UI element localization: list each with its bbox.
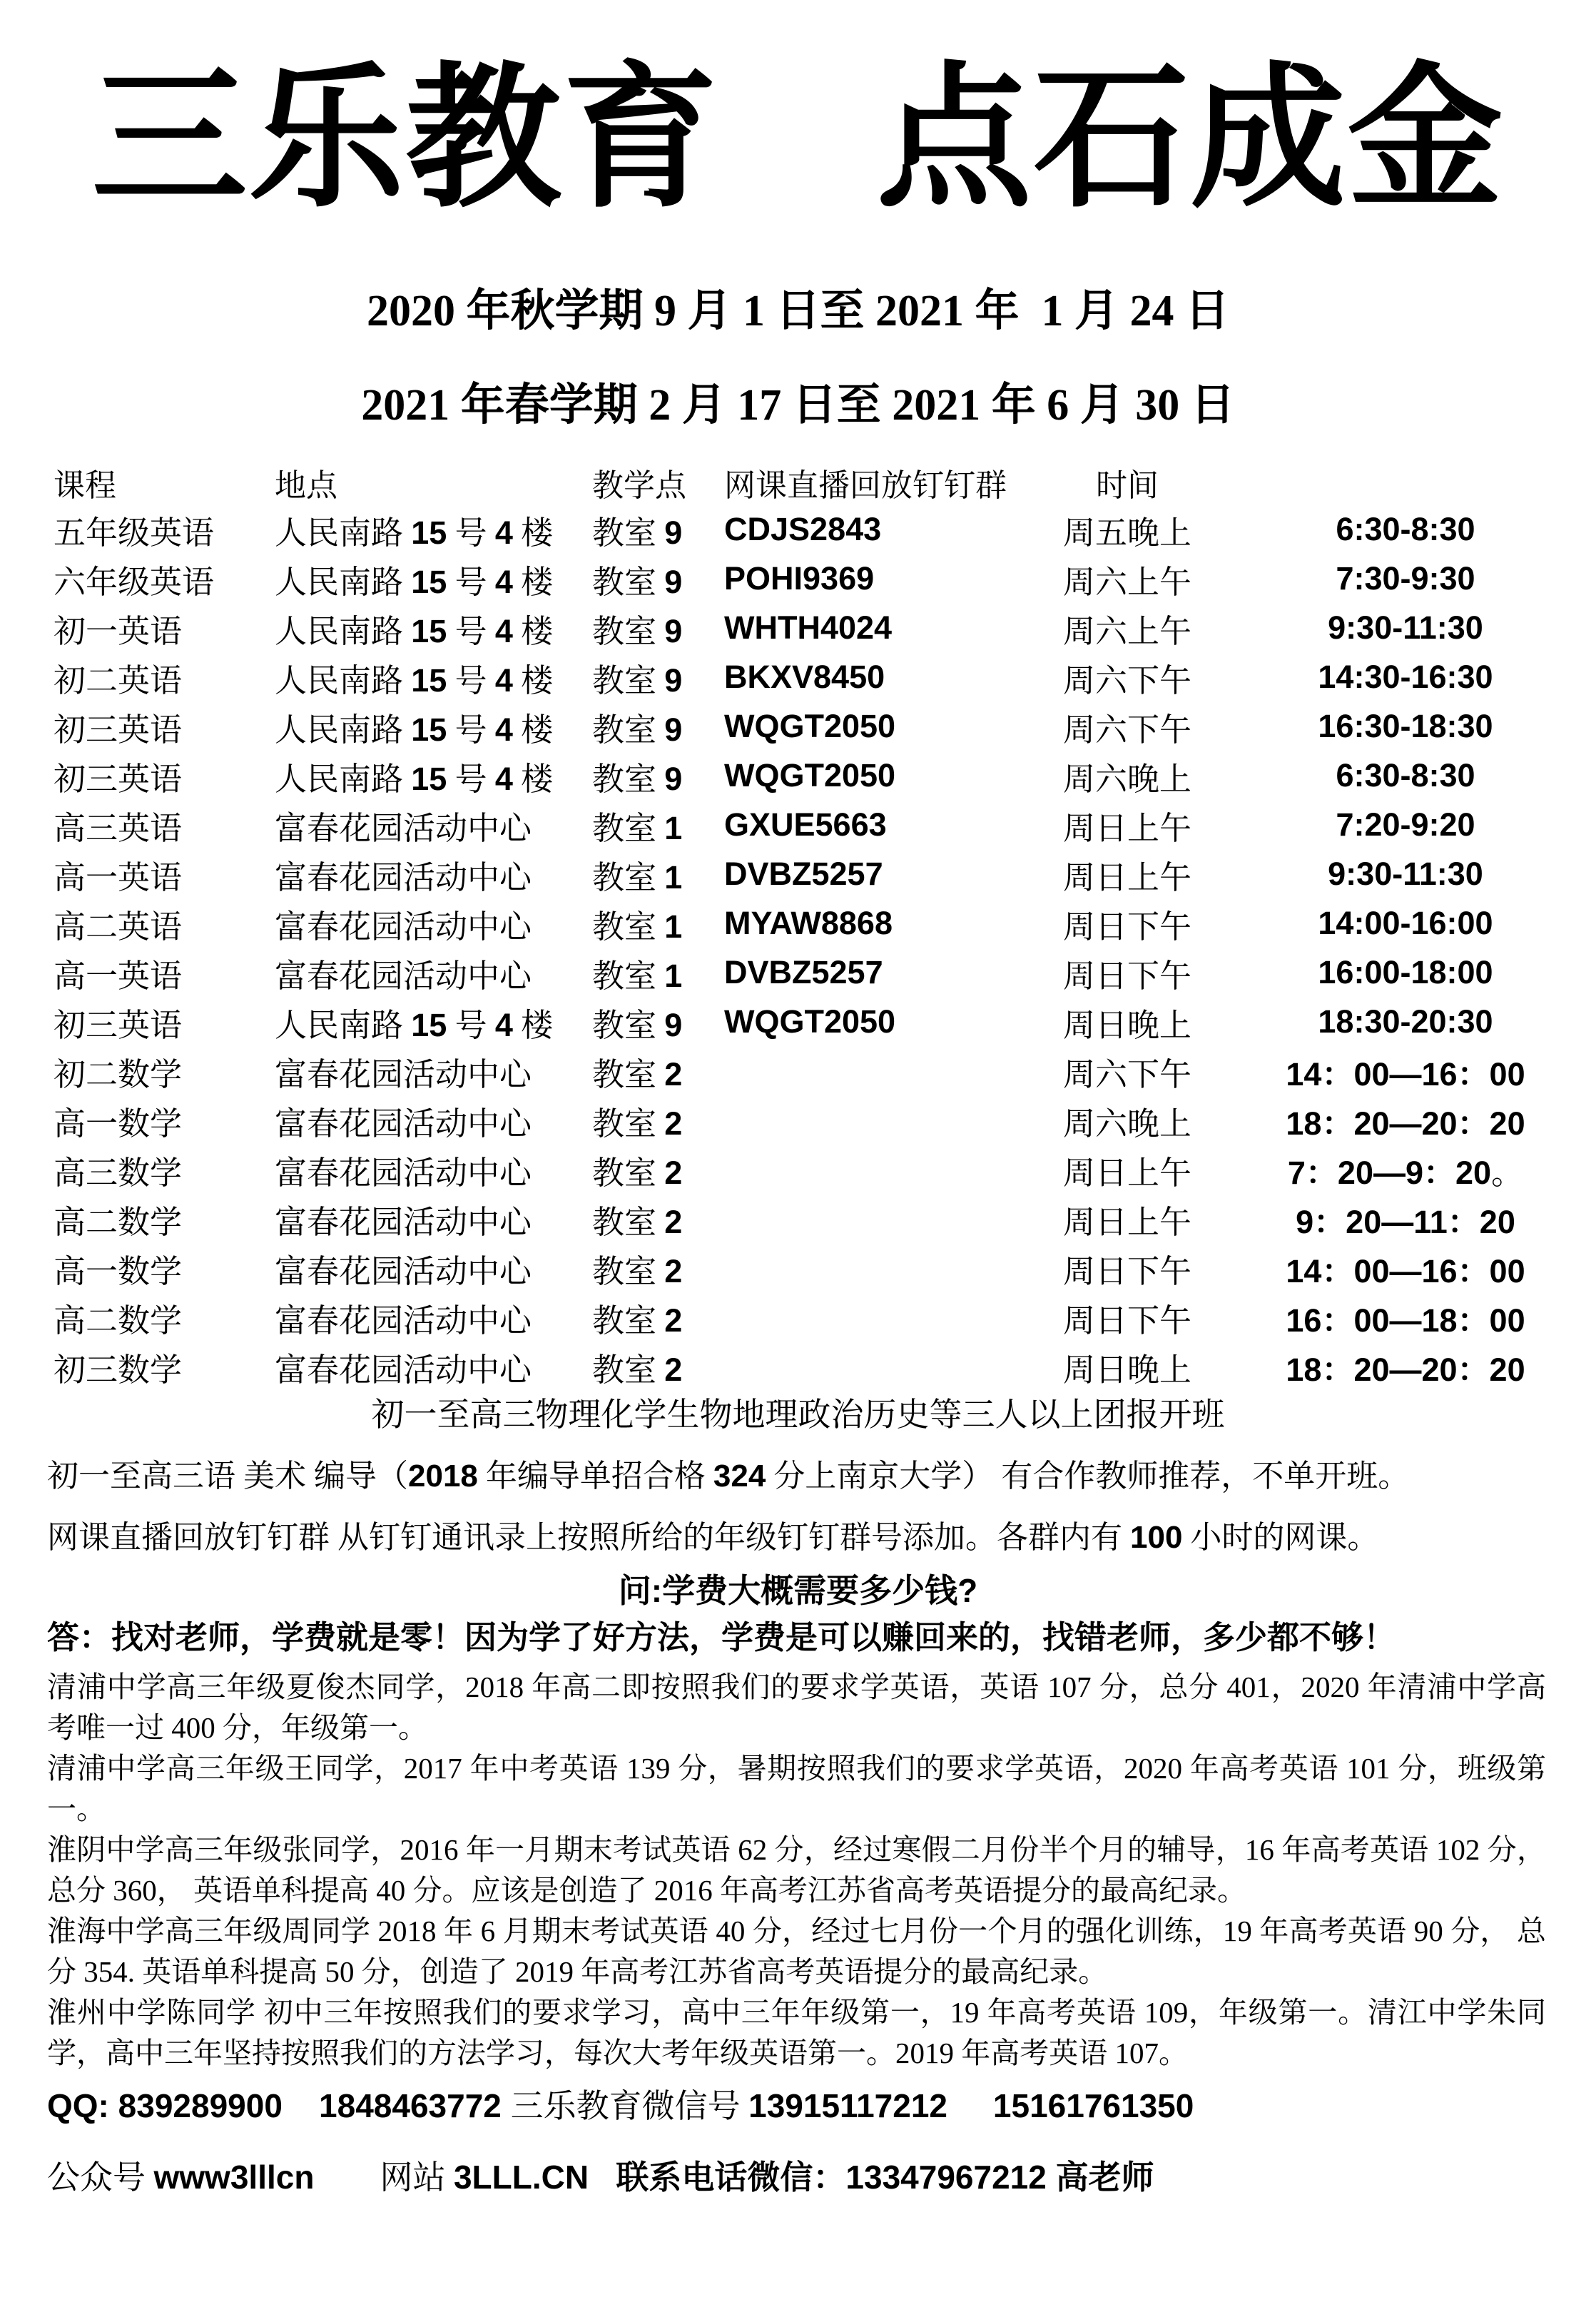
cell-course: 高一英语 xyxy=(54,859,183,896)
cell-location: 富春花园活动中心 xyxy=(275,1105,532,1142)
cell-course: 高二数学 xyxy=(54,1302,183,1339)
cell-day: 周日上午 xyxy=(1062,859,1191,896)
cell-course: 五年级英语 xyxy=(54,514,215,551)
cell-location: 富春花园活动中心 xyxy=(275,908,532,945)
cell-time: 7:20-9:20 xyxy=(1336,806,1475,843)
cell-day: 周日下午 xyxy=(1062,908,1191,945)
cell-classroom: 教室 2 xyxy=(592,1252,683,1289)
cell-classroom: 教室 9 xyxy=(592,711,683,748)
cell-classroom: 教室 9 xyxy=(592,1006,683,1043)
cell-classroom: 教室 9 xyxy=(592,563,683,600)
cell-classroom: 教室 2 xyxy=(592,1105,683,1142)
cell-location: 富春花园活动中心 xyxy=(275,1352,532,1388)
cell-time: 16:30-18:30 xyxy=(1318,708,1493,745)
cell-time: 18:30-20:30 xyxy=(1318,1003,1493,1040)
cell-day: 周日上午 xyxy=(1062,810,1191,846)
cell-location: 人民南路 15 号 4 楼 xyxy=(275,1006,554,1043)
cell-course: 高一数学 xyxy=(54,1105,183,1142)
testimonial-paragraph: 清浦中学高三年级夏俊杰同学，2018 年高二即按照我们的要求学英语，英语 107 分，总分 401，2020 年清浦中学高考唯一过 400 分，年级第一。 xyxy=(47,1670,1546,1745)
cell-location: 富春花园活动中心 xyxy=(275,810,532,846)
cell-course: 高二数学 xyxy=(54,1204,183,1240)
cell-course: 初三数学 xyxy=(54,1352,183,1388)
cell-course: 高二英语 xyxy=(54,908,183,945)
cell-day: 周五晚上 xyxy=(1062,514,1191,551)
schedule-row xyxy=(54,998,1596,1047)
cell-day: 周六晚上 xyxy=(1062,1105,1191,1142)
schedule-row xyxy=(54,801,1596,850)
cell-time: 6:30-8:30 xyxy=(1336,511,1475,548)
cell-dingtalk-group: GXUE5663 xyxy=(724,806,887,843)
cell-time: 7:30-9:30 xyxy=(1336,560,1475,597)
cell-classroom: 教室 1 xyxy=(592,858,683,896)
schedule-row xyxy=(54,1244,1596,1293)
cell-location: 人民南路 15 号 4 楼 xyxy=(275,612,554,649)
cell-day: 周六下午 xyxy=(1062,662,1191,699)
cell-classroom: 教室 9 xyxy=(592,514,683,551)
col-header-dingtalk-group: 网课直播回放钉钉群 xyxy=(724,467,1007,503)
schedule-row xyxy=(54,505,1596,554)
schedule-row xyxy=(54,1096,1596,1145)
cell-classroom: 教室 2 xyxy=(592,1154,683,1191)
cell-classroom: 教室 9 xyxy=(592,661,683,699)
cell-time: 7：20—9：20。 xyxy=(1287,1154,1524,1191)
cell-time: 6:30-8:30 xyxy=(1336,757,1475,794)
cell-time: 9：20—11：20 xyxy=(1296,1203,1515,1240)
cell-time: 16：00—18：00 xyxy=(1286,1302,1525,1339)
cell-course: 初三英语 xyxy=(54,711,183,748)
cell-course: 初二英语 xyxy=(54,662,183,699)
schedule-table xyxy=(54,460,1596,1391)
cell-classroom: 教室 2 xyxy=(592,1203,683,1240)
cell-time: 14：00—16：00 xyxy=(1286,1055,1525,1092)
testimonial-paragraph: 清浦中学高三年级王同学，2017 年中考英语 139 分，暑期按照我们的要求学英语，2020 年高考英语 101 分，班级第一。 xyxy=(47,1752,1546,1826)
cell-course: 高一数学 xyxy=(54,1253,183,1289)
fall-semester-dates: 2020 年秋学期 9 月 1 日至 2021 年 1 月 24 日 xyxy=(366,287,1229,336)
cell-course: 六年级英语 xyxy=(54,564,215,600)
cell-course: 高三数学 xyxy=(54,1155,183,1191)
testimonial-paragraph: 淮海中学高三年级周同学 2018 年 6 月期末考试英语 40 分，经过七月份一个月的强化训练，19 年高考英语 90 分， 总分 354. 英语单科提高 50 分，创造了 2019 年高考江苏省高考英语提分的最高纪录。 xyxy=(47,1915,1546,1989)
schedule-row xyxy=(54,1293,1596,1342)
cell-day: 周六上午 xyxy=(1062,613,1191,649)
cell-day: 周日晚上 xyxy=(1062,1007,1191,1043)
cell-classroom: 教室 9 xyxy=(592,760,683,797)
schedule-row xyxy=(54,554,1596,604)
cell-day: 周六下午 xyxy=(1062,711,1191,748)
cell-location: 富春花园活动中心 xyxy=(275,1155,532,1191)
schedule-row xyxy=(54,1195,1596,1244)
schedule-row xyxy=(54,899,1596,948)
cell-day: 周六下午 xyxy=(1062,1056,1191,1092)
cell-dingtalk-group: WHTH4024 xyxy=(724,609,893,646)
cell-time: 14：00—16：00 xyxy=(1286,1252,1525,1289)
cell-location: 人民南路 15 号 4 楼 xyxy=(275,760,554,797)
cell-classroom: 教室 2 xyxy=(592,1351,683,1388)
qq-wechat-contact-line: QQ: 839289900 1848463772 三乐教育微信号 13915117212 15161761350 xyxy=(47,2087,1194,2125)
cell-course: 初二数学 xyxy=(54,1056,183,1092)
cell-dingtalk-group: MYAW8868 xyxy=(724,905,893,942)
schedule-row xyxy=(54,1342,1596,1391)
cell-time: 14:00-16:00 xyxy=(1318,905,1493,942)
cell-dingtalk-group: CDJS2843 xyxy=(724,511,882,548)
testimonial-paragraph: 淮阴中学高三年级张同学，2016 年一月期末考试英语 62 分，经过寒假二月份半个月的辅导，16 年高考英语 102 分，总分 360， 英语单科提高 40 分。应该是创造了 2016 年高考江苏省高考英语提分的最高纪录。 xyxy=(47,1833,1546,1907)
cell-course: 高一英语 xyxy=(54,958,183,994)
cell-location: 人民南路 15 号 4 楼 xyxy=(275,563,554,600)
cell-day: 周日上午 xyxy=(1062,1204,1191,1240)
cell-classroom: 教室 2 xyxy=(592,1055,683,1092)
cell-classroom: 教室 1 xyxy=(592,809,683,846)
cell-location: 富春花园活动中心 xyxy=(275,1302,532,1339)
cell-day: 周日下午 xyxy=(1062,958,1191,994)
cell-location: 富春花园活动中心 xyxy=(275,1204,532,1240)
schedule-row xyxy=(54,948,1596,998)
schedule-header-row xyxy=(54,460,1596,505)
col-header-classroom: 教学点 xyxy=(592,467,686,503)
cell-dingtalk-group: WQGT2050 xyxy=(724,708,896,745)
cell-classroom: 教室 1 xyxy=(592,957,683,994)
footer-contact-line: 公众号 www3lllcn 网站 3LLL.CN 联系电话微信：13347967212 高老师 xyxy=(47,2158,1154,2196)
schedule-row xyxy=(54,604,1596,653)
schedule-row xyxy=(54,702,1596,751)
schedule-row xyxy=(54,653,1596,702)
spring-semester-dates: 2021 年春学期 2 月 17 日至 2021 年 6 月 30 日 xyxy=(361,380,1235,430)
cell-dingtalk-group: BKXV8450 xyxy=(724,659,885,696)
cell-time: 9:30-11:30 xyxy=(1328,609,1483,646)
cell-dingtalk-group: DVBZ5257 xyxy=(724,856,883,893)
cell-classroom: 教室 2 xyxy=(592,1302,683,1339)
col-header-location: 地点 xyxy=(275,467,337,503)
col-header-course: 课程 xyxy=(54,467,116,503)
group-enrollment-note: 初一至高三物理化学生物地理政治历史等三人以上团报开班 xyxy=(371,1396,1225,1433)
cell-day: 周日下午 xyxy=(1062,1253,1191,1289)
schedule-row xyxy=(54,751,1596,801)
cell-day: 周日晚上 xyxy=(1062,1352,1191,1388)
cell-dingtalk-group: WQGT2050 xyxy=(724,757,896,794)
cell-time: 18：20—20：20 xyxy=(1286,1351,1525,1388)
cell-classroom: 教室 9 xyxy=(592,612,683,649)
testimonials-section xyxy=(47,1667,1546,2074)
cell-location: 富春花园活动中心 xyxy=(275,958,532,994)
cell-time: 18：20—20：20 xyxy=(1286,1105,1525,1142)
cell-location: 人民南路 15 号 4 楼 xyxy=(275,661,554,699)
col-header-time: 时间 xyxy=(1096,467,1159,503)
cell-course: 初三英语 xyxy=(54,761,183,797)
cell-day: 周日上午 xyxy=(1062,1155,1191,1191)
cell-day: 周六晚上 xyxy=(1062,761,1191,797)
cell-time: 14:30-16:30 xyxy=(1318,659,1493,696)
testimonial-paragraph: 淮州中学陈同学 初中三年按照我们的要求学习，高中三年年级第一，19 年高考英语 109，年级第一。清江中学朱同学，高中三年坚持按照我们的方法学习，每次大考年级英语第一。2019 年高考英语 107。 xyxy=(47,1996,1546,2070)
cell-dingtalk-group: DVBZ5257 xyxy=(724,954,883,991)
cell-location: 富春花园活动中心 xyxy=(275,859,532,896)
cell-classroom: 教室 1 xyxy=(592,908,683,945)
page-title: 三乐教育 点石成金 xyxy=(91,46,1505,229)
cell-location: 富春花园活动中心 xyxy=(275,1253,532,1289)
cell-time: 9:30-11:30 xyxy=(1328,856,1483,893)
cell-dingtalk-group: WQGT2050 xyxy=(724,1003,896,1040)
cell-day: 周日下午 xyxy=(1062,1302,1191,1339)
flyer-page xyxy=(0,37,1596,2297)
schedule-row xyxy=(54,1047,1596,1096)
tuition-answer: 答：找对老师，学费就是零！因为学了好方法，学费是可以赚回来的，找错老师，多少都不够！ xyxy=(47,1619,1396,1656)
cell-course: 高三英语 xyxy=(54,810,183,846)
cell-location: 人民南路 15 号 4 楼 xyxy=(275,711,554,748)
cell-day: 周六上午 xyxy=(1062,564,1191,600)
cell-location: 人民南路 15 号 4 楼 xyxy=(275,514,554,551)
tuition-question: 问:学费大概需要多少钱? xyxy=(618,1572,978,1610)
dingtalk-group-note: 网课直播回放钉钉群 从钉钉通讯录上按照所给的年级钉钉群号添加。各群内有 100 小时的网课。 xyxy=(47,1519,1379,1555)
cell-course: 初三英语 xyxy=(54,1007,183,1043)
cell-course: 初一英语 xyxy=(54,613,183,649)
cell-location: 富春花园活动中心 xyxy=(275,1056,532,1092)
schedule-row xyxy=(54,850,1596,899)
cell-time: 16:00-18:00 xyxy=(1318,954,1493,991)
cell-dingtalk-group: POHI9369 xyxy=(724,560,875,597)
art-media-course-note: 初一至高三语 美术 编导（2018 年编导单招合格 324 分上南京大学） 有合作教师推荐，不单开班。 xyxy=(47,1459,1410,1494)
schedule-rows xyxy=(54,505,1596,1391)
schedule-row xyxy=(54,1145,1596,1195)
